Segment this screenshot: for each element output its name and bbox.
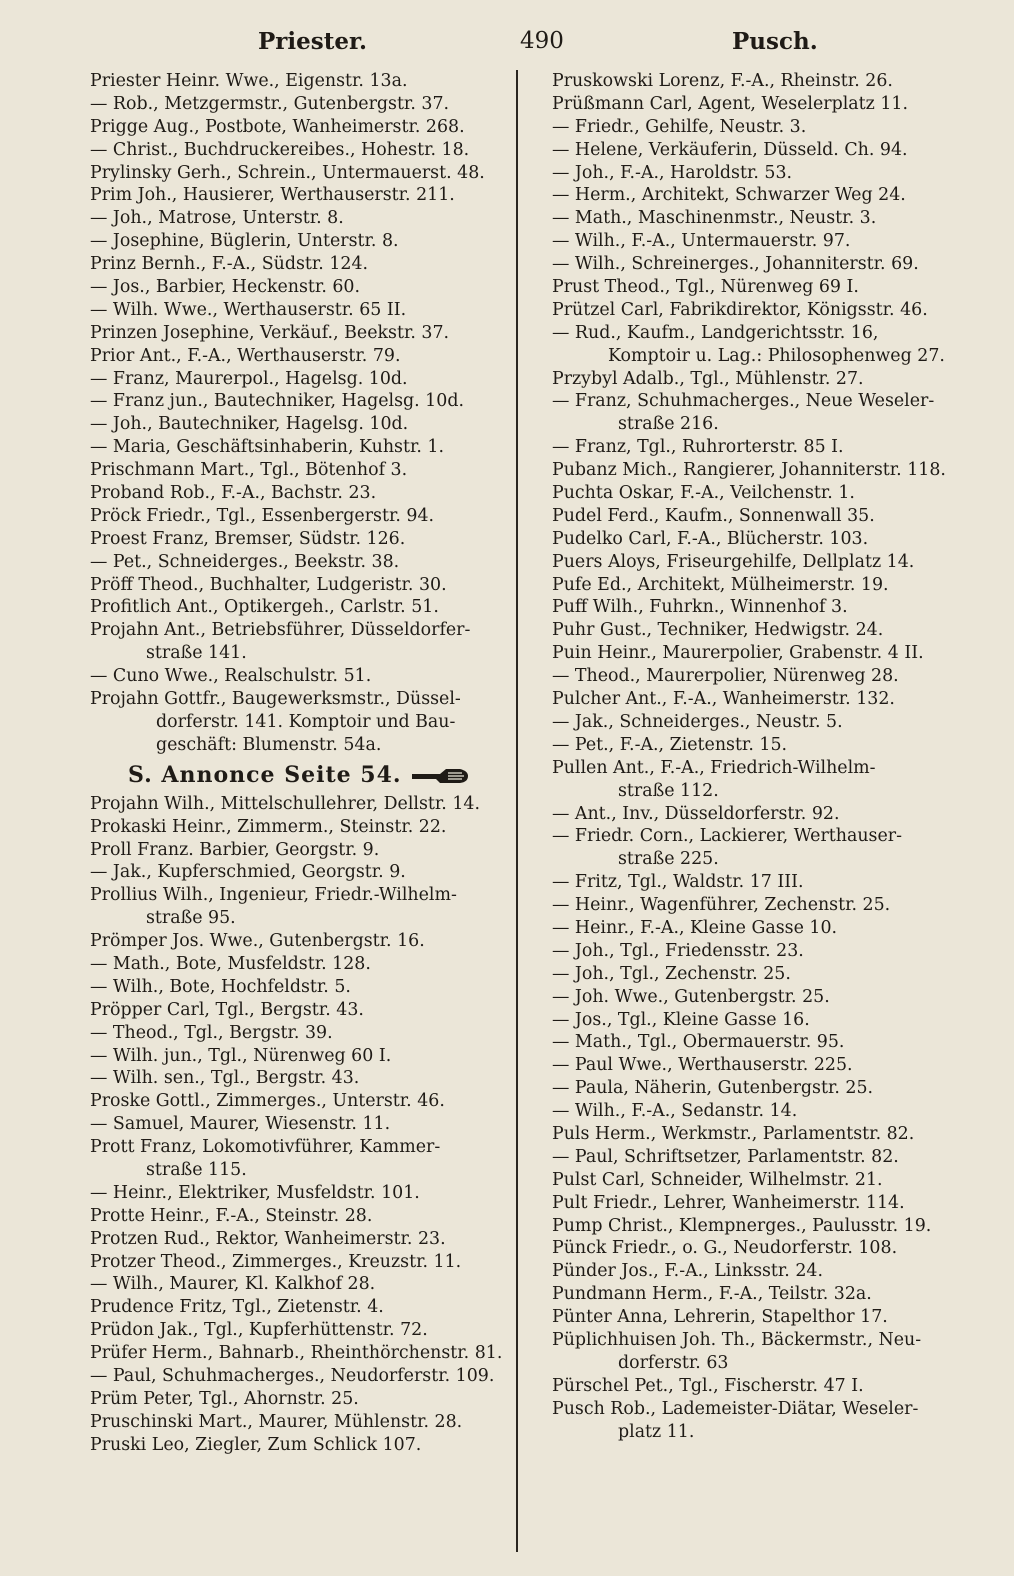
directory-entry: — Herm., Architekt, Schwarzer Weg 24. [552,185,906,206]
directory-entry: — Joh., Tgl., Friedensstr. 23. [552,940,804,961]
pointing-hand-icon [410,765,470,787]
directory-entry: Prinzen Josephine, Verkäuf., Beekstr. 37. [90,322,450,343]
directory-entry: — Maria, Geschäftsinhaberin, Kuhstr. 1. [90,437,445,458]
directory-entry: Prüfer Herm., Bahnarb., Rheinthörchenstr. 81. [90,1343,503,1364]
directory-entry: Protzen Rud., Rektor, Wanheimerstr. 23. [90,1228,446,1249]
directory-entry: Pufe Ed., Architekt, Mülheimerstr. 19. [552,574,889,595]
directory-entry: — Jak., Kupferschmied, Georgstr. 9. [90,862,406,883]
directory-entry: — Wilh., Maurer, Kl. Kalkhof 28. [90,1274,376,1295]
directory-entry: — Math., Maschinenmstr., Neustr. 3. [552,208,877,229]
directory-entry: — Franz jun., Bautechniker, Hagelsg. 10d. [90,391,464,412]
directory-entry: Prüm Peter, Tgl., Ahornstr. 25. [90,1388,359,1409]
directory-entry: — Joh., F.-A., Haroldstr. 53. [552,162,793,183]
page-header [92,22,982,58]
directory-entry: — Joh., Tgl., Zechenstr. 25. [552,963,791,984]
directory-entry: Pulcher Ant., F.-A., Wanheimerstr. 132. [552,689,895,710]
directory-entry: Pump Christ., Klempnerges., Paulusstr. 19. [552,1215,932,1236]
directory-entry: — Wilh. sen., Tgl., Bergstr. 43. [90,1068,360,1089]
directory-entry: — Jos., Barbier, Heckenstr. 60. [90,277,361,298]
directory-entry: — Paul, Schuhmacherges., Neudorferstr. 109. [90,1365,495,1386]
entry-continuation: straße 115. [146,1159,247,1180]
directory-entry: — Samuel, Maurer, Wiesenstr. 11. [90,1114,391,1135]
directory-entry: Prüdon Jak., Tgl., Kupferhüttenstr. 72. [90,1320,428,1341]
entry-continuation: Komptoir u. Lag.: Philosophenweg 27. [608,345,945,366]
directory-entry: — Theod., Maurerpolier, Nürenweg 28. [552,666,899,687]
directory-entry: Prylinsky Gerh., Schrein., Untermauerst. 48. [90,162,485,183]
directory-entry: Pröpper Carl, Tgl., Bergstr. 43. [90,999,364,1020]
directory-entry: Prützel Carl, Fabrikdirektor, Königsstr. 46. [552,299,928,320]
directory-entry: — Franz, Maurerpol., Hagelsg. 10d. [90,368,408,389]
directory-entry: — Heinr., F.-A., Kleine Gasse 10. [552,917,838,938]
directory-entry: — Pet., Schneiderges., Beekstr. 38. [90,551,400,572]
directory-entry: — Josephine, Büglerin, Unterstr. 8. [90,231,399,252]
directory-entry: — Fritz, Tgl., Waldstr. 17 III. [552,872,804,893]
directory-entry: Prudence Fritz, Tgl., Zietenstr. 4. [90,1297,384,1318]
directory-entry: Przybyl Adalb., Tgl., Mühlenstr. 27. [552,368,864,389]
directory-entry: Puff Wilh., Fuhrkn., Winnenhof 3. [552,597,848,618]
entry-continuation: straße 216. [618,414,719,435]
directory-entry: — Wilh. jun., Tgl., Nürenweg 60 I. [90,1045,392,1066]
directory-entry: Püplichhuisen Joh. Th., Bäckermstr., Neu- [552,1329,922,1350]
directory-entry: Puers Aloys, Friseurgehilfe, Dellplatz 14. [552,551,915,572]
directory-entry: — Helene, Verkäuferin, Düsseld. Ch. 94. [552,139,908,160]
directory-entry: Projahn Gottfr., Baugewerksmstr., Düssel- [90,689,461,710]
directory-entry: Pusch Rob., Lademeister-Diätar, Weseler- [552,1398,919,1419]
page-number: 490 [520,28,564,54]
directory-entry: Prinz Bernh., F.-A., Südstr. 124. [90,254,369,275]
directory-entry: Prott Franz, Lokomotivführer, Kammer- [90,1137,441,1158]
column-divider [516,70,518,1552]
directory-entry: Pulst Carl, Schneider, Wilhelmstr. 21. [552,1169,883,1190]
directory-entry: Pünder Jos., F.-A., Linksstr. 24. [552,1261,824,1282]
directory-entry: — Franz, Schuhmacherges., Neue Weseler- [552,391,935,412]
entry-continuation: dorferstr. 63 [618,1352,729,1373]
directory-entry: Protte Heinr., F.-A., Steinstr. 28. [90,1205,373,1226]
entry-continuation: dorferstr. 141. Komptoir und Bau- [156,711,456,732]
directory-entry: Pullen Ant., F.-A., Friedrich-Wilhelm- [552,757,876,778]
directory-entry: Pubanz Mich., Rangierer, Johanniterstr. 118. [552,460,946,481]
header-right-word: Pusch. [732,28,818,55]
directory-entry: Puls Herm., Werkmstr., Parlamentstr. 82. [552,1123,915,1144]
directory-entry: Prim Joh., Hausierer, Werthauserstr. 211. [90,185,455,206]
directory-entry: Prömper Jos. Wwe., Gutenbergstr. 16. [90,931,425,952]
directory-entry: — Theod., Tgl., Bergstr. 39. [90,1022,333,1043]
directory-entry: Puin Heinr., Maurerpolier, Grabenstr. 4 II. [552,643,924,664]
directory-entry: Puhr Gust., Techniker, Hedwigstr. 24. [552,620,884,641]
directory-entry: — Math., Bote, Musfeldstr. 128. [90,953,371,974]
header-left-word: Priester. [258,28,368,55]
directory-entry: Proest Franz, Bremser, Südstr. 126. [90,528,406,549]
directory-entry: Pudelko Carl, F.-A., Blücherstr. 103. [552,528,869,549]
directory-entry: Projahn Wilh., Mittelschullehrer, Dellstr. 14. [90,793,480,814]
directory-entry: — Franz, Tgl., Ruhrorterstr. 85 I. [552,437,844,458]
directory-entry: Prior Ant., F.-A., Werthauserstr. 79. [90,345,401,366]
directory-entry: Pudel Ferd., Kaufm., Sonnenwall 35. [552,505,875,526]
entry-continuation: platz 11. [618,1421,695,1442]
directory-entry: Prollius Wilh., Ingenieur, Friedr.-Wilhelm- [90,885,457,906]
directory-entry: — Rob., Metzgermstr., Gutenbergstr. 37. [90,93,450,114]
directory-entry: Prüßmann Carl, Agent, Weselerplatz 11. [552,93,908,114]
directory-entry: Proske Gottl., Zimmerges., Unterstr. 46. [90,1091,445,1112]
entry-continuation: straße 112. [618,780,719,801]
left-column [90,70,510,1457]
directory-entry: Profitlich Ant., Optikergeh., Carlstr. 51. [90,597,439,618]
directory-entry: — Pet., F.-A., Zietenstr. 15. [552,734,788,755]
directory-entry: Pruschinski Mart., Maurer, Mühlenstr. 28. [90,1411,463,1432]
directory-entry: — Wilh., Schreinerges., Johanniterstr. 69. [552,254,919,275]
directory-entry: — Wilh., F.-A., Untermauerstr. 97. [552,231,851,252]
directory-entry: — Math., Tgl., Obermauerstr. 95. [552,1032,845,1053]
directory-entry: — Jos., Tgl., Kleine Gasse 16. [552,1009,810,1030]
directory-entry: Prokaski Heinr., Zimmerm., Steinstr. 22. [90,816,447,837]
right-column [552,70,986,1443]
directory-entry: Pröck Friedr., Tgl., Essenbergerstr. 94. [90,505,435,526]
directory-entry: Pröff Theod., Buchhalter, Ludgeristr. 30. [90,574,447,595]
directory-entry: Pünter Anna, Lehrerin, Stapelthor 17. [552,1307,888,1328]
directory-entry: — Christ., Buchdruckereibes., Hohestr. 18. [90,139,470,160]
directory-entry: Pult Friedr., Lehrer, Wanheimerstr. 114. [552,1192,905,1213]
directory-entry: — Wilh. Wwe., Werthauserstr. 65 II. [90,299,407,320]
directory-entry: Proll Franz. Barbier, Georgstr. 9. [90,839,380,860]
annonce-reference: S. Annonce Seite 54. [90,757,510,793]
directory-entry: Protzer Theod., Zimmerges., Kreuzstr. 11. [90,1251,462,1272]
directory-entry: — Joh., Bautechniker, Hagelsg. 10d. [90,414,409,435]
entry-continuation: geschäft: Blumenstr. 54a. [156,734,382,755]
directory-entry: Prust Theod., Tgl., Nürenweg 69 I. [552,277,859,298]
directory-entry: — Heinr., Wagenführer, Zechenstr. 25. [552,895,891,916]
directory-entry: — Friedr. Corn., Lackierer, Werthauser- [552,826,902,847]
entry-continuation: straße 141. [146,643,247,664]
directory-entry: Priester Heinr. Wwe., Eigenstr. 13a. [90,71,408,91]
directory-entry: — Rud., Kaufm., Landgerichtsstr. 16, [552,322,879,343]
entry-continuation: straße 225. [618,849,719,870]
entry-continuation: straße 95. [146,908,236,929]
directory-entry: — Joh. Wwe., Gutenbergstr. 25. [552,986,830,1007]
directory-entry: — Joh., Matrose, Unterstr. 8. [90,208,344,229]
directory-entry: — Ant., Inv., Düsseldorferstr. 92. [552,803,840,824]
directory-entry: Prischmann Mart., Tgl., Bötenhof 3. [90,460,408,481]
directory-entry: Projahn Ant., Betriebsführer, Düsseldorfer- [90,620,471,641]
directory-entry: Pürschel Pet., Tgl., Fischerstr. 47 I. [552,1375,864,1396]
directory-entry: — Wilh., Bote, Hochfeldstr. 5. [90,976,351,997]
directory-entry: — Cuno Wwe., Realschulstr. 51. [90,666,372,687]
directory-entry: Proband Rob., F.-A., Bachstr. 23. [90,483,377,504]
directory-entry: — Heinr., Elektriker, Musfeldstr. 101. [90,1182,420,1203]
directory-entry: Pruski Leo, Ziegler, Zum Schlick 107. [90,1434,422,1455]
directory-entry: Pünck Friedr., o. G., Neudorferstr. 108. [552,1238,898,1259]
directory-entry: — Paula, Näherin, Gutenbergstr. 25. [552,1078,874,1099]
directory-entry: — Wilh., F.-A., Sedanstr. 14. [552,1101,798,1122]
directory-entry: Puchta Oskar, F.-A., Veilchenstr. 1. [552,483,855,504]
directory-entry: Pundmann Herm., F.-A., Teilstr. 32a. [552,1284,872,1305]
directory-entry: Prigge Aug., Postbote, Wanheimerstr. 268. [90,116,465,137]
directory-entry: Pruskowski Lorenz, F.-A., Rheinstr. 26. [552,71,893,91]
directory-entry: — Jak., Schneiderges., Neustr. 5. [552,711,843,732]
directory-entry: — Paul, Schriftsetzer, Parlamentstr. 82. [552,1146,899,1167]
directory-entry: — Friedr., Gehilfe, Neustr. 3. [552,116,807,137]
directory-entry: — Paul Wwe., Werthauserstr. 225. [552,1055,853,1076]
